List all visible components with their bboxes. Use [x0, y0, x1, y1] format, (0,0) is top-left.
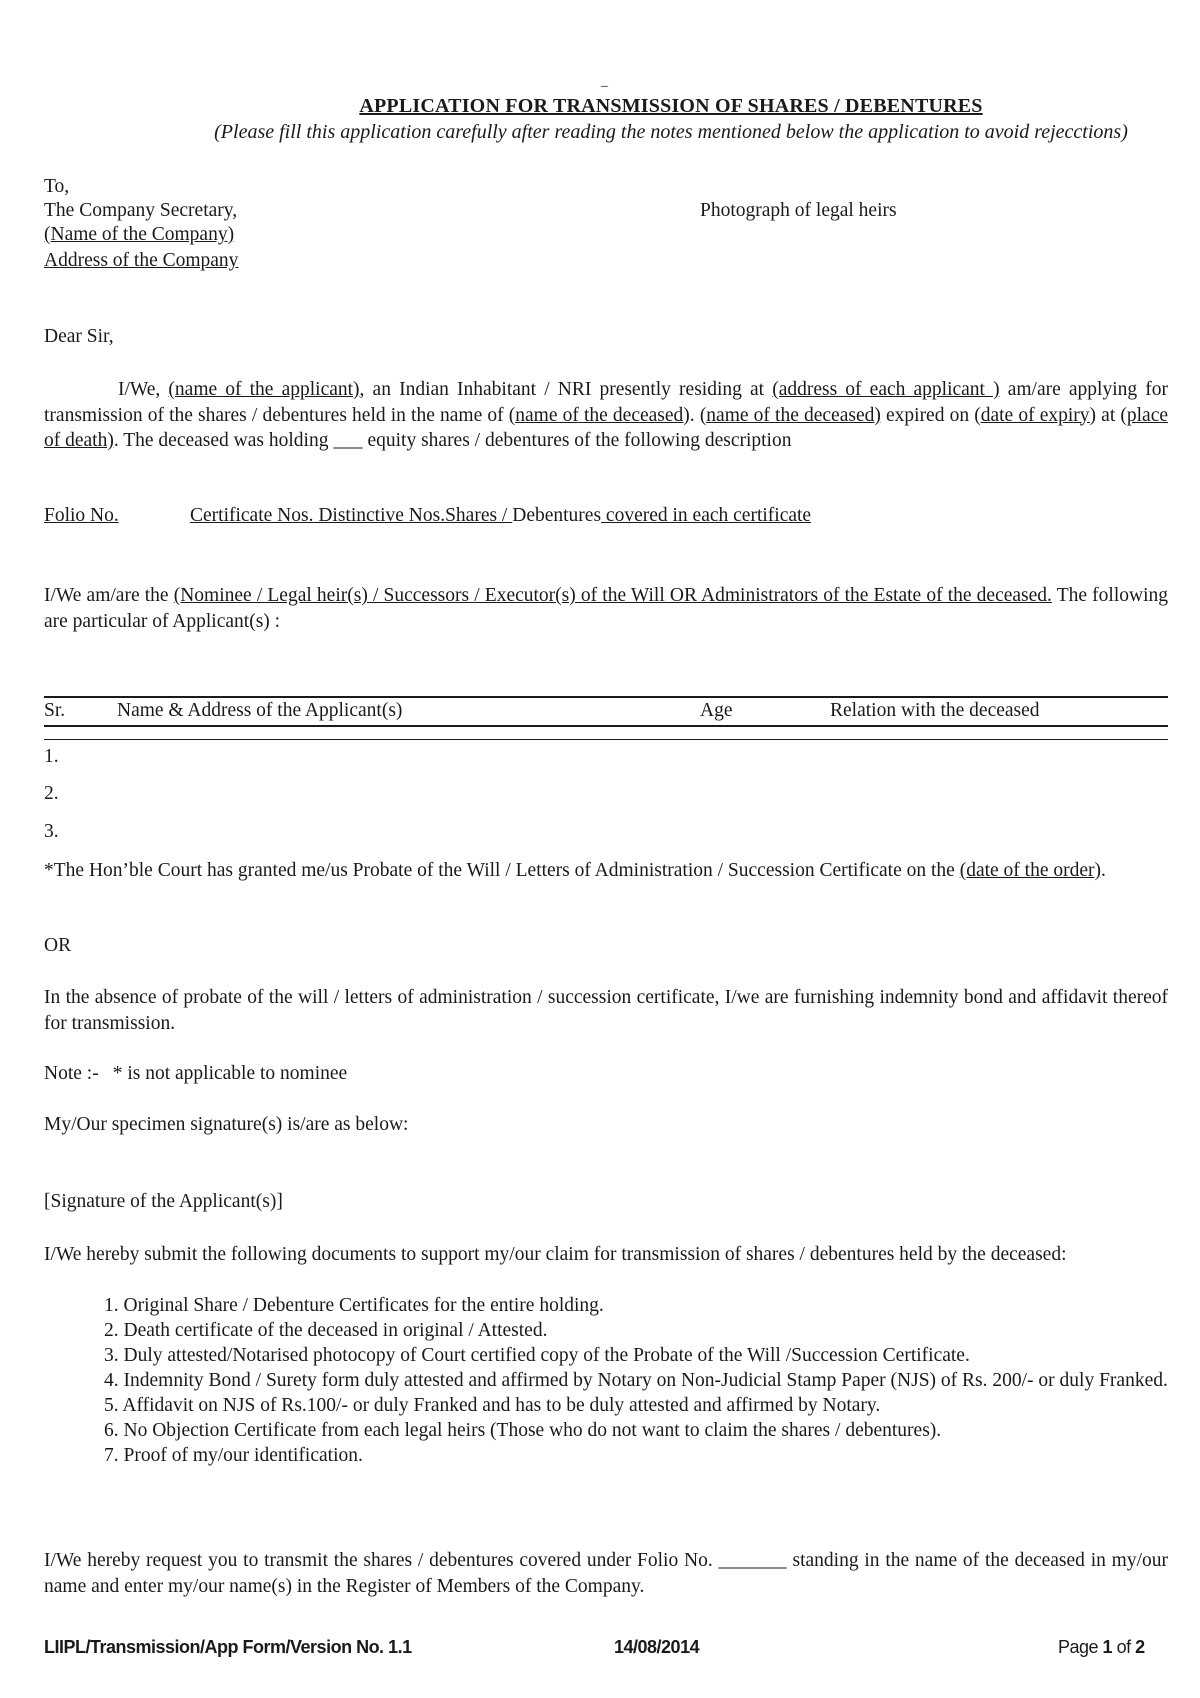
documents-intro: I/We hereby submit the following documents to support my/our claim for transmission of shares / debentures held by the deceased: — [44, 1244, 1067, 1265]
table-row: 3. — [44, 821, 59, 842]
photo-label: Photograph of legal heirs — [700, 200, 897, 221]
note-line — [44, 1063, 347, 1085]
note-text: * is not applicable to nominee — [112, 1063, 348, 1084]
list-item: 6. No Objection Certificate from each legal heirs (Those who do not want to claim the shares / debentures). — [104, 1420, 942, 1441]
footer-form-id: LIIPL/Transmission/App Form/Version No. 1.1 — [44, 1637, 412, 1657]
field-expiry-date: (date of expiry) — [974, 404, 1097, 426]
address-to: To, — [44, 176, 70, 197]
table-header-age: Age — [700, 700, 733, 721]
documents-list — [104, 1293, 1168, 1468]
list-item: 4. Indemnity Bond / Surety form duly attested and affirmed by Notary on Non-Judicial Stamp Paper (NJS) of Rs. 200/- or duly Franked. — [104, 1370, 1168, 1391]
note-label: Note :- — [44, 1063, 99, 1084]
covered-label: covered in each certificate — [601, 505, 812, 526]
intro-text-2: , an Indian Inhabitant / NRI presently residing at — [359, 379, 765, 400]
absence-paragraph: In the absence of probate of the will / letters of administration / succession certificate, I/we are furnishing indemnity bond and affidavit thereof for transmission. — [44, 987, 1168, 1034]
intro-text-3: am/are applying for transmission of the shares / debentures held in the name of — [44, 379, 1169, 426]
field-deceased-name-2: (name of the deceased) — [699, 404, 881, 426]
list-item: 3. Duly attested/Notarised photocopy of Court certified copy of the Probate of the Will /Succession Certificate. — [104, 1345, 970, 1366]
intro-paragraph — [44, 377, 1168, 454]
certificate-columns-label — [190, 505, 811, 527]
field-death-place: (place of death) — [44, 404, 1169, 451]
probate-paragraph — [44, 858, 1168, 884]
field-deceased-name-1: (name of the deceased) — [508, 404, 690, 426]
debentures-label: Debentures — [512, 505, 602, 526]
form-subtitle: (Please fill this application carefully after reading the notes mentioned below the application to avoid rejecctions) — [214, 121, 1128, 143]
footer-page-num: 1 — [1102, 1637, 1113, 1657]
relation-paragraph — [44, 583, 1168, 634]
intro-text-4: . — [689, 404, 695, 426]
field-applicant-address: (address of each applicant ) — [772, 379, 1000, 400]
table-row: 1. — [44, 746, 59, 767]
folio-label: Folio No. — [44, 505, 119, 526]
salutation: Dear Sir, — [44, 326, 114, 347]
list-item: 7. Proof of my/our identification. — [104, 1445, 363, 1466]
table-top-rule — [44, 696, 1168, 698]
address-company-address: Address of the Company — [44, 250, 239, 271]
header-tick: _ — [601, 74, 608, 89]
list-item: 5. Affidavit on NJS of Rs.100/- or duly Franked and has to be duly attested and affirmed by Notary. — [104, 1395, 881, 1416]
footer-page-total: 2 — [1135, 1637, 1145, 1657]
footer-page-number — [1058, 1637, 1145, 1658]
signature-label: [Signature of the Applicant(s)] — [44, 1191, 283, 1212]
table-header-rule — [44, 725, 1168, 727]
intro-text-1: I/We, — [118, 379, 161, 400]
probate-text: *The Hon’ble Court has granted me/us Probate of the Will / Letters of Administration / Succession Certificate on the — [44, 860, 955, 881]
field-order-date: (date of the order) — [959, 860, 1102, 881]
certificate-label: Certificate Nos. Distinctive Nos.Shares / — [190, 505, 513, 526]
field-relation-options: (Nominee / Legal heir(s) / Successors / Executor(s) of the Will OR Administrators of the Estate of the deceased. — [173, 585, 1052, 606]
intro-text-7: . The deceased was holding ___ equity shares / debentures of the following description — [113, 430, 792, 451]
form-title: APPLICATION FOR TRANSMISSION OF SHARES / DEBENTURES — [359, 95, 983, 117]
relation-text-1: I/We am/are the — [44, 585, 169, 606]
request-paragraph: I/We hereby request you to transmit the shares / debentures covered under Folio No. _______ standing in the name of the deceased in my/our name and enter my/our name(s) in the Register of Members of the Company. — [44, 1550, 1168, 1597]
list-item: 1. Original Share / Debenture Certificates for the entire holding. — [104, 1295, 604, 1316]
specimen-text: My/Our specimen signature(s) is/are as below: — [44, 1114, 409, 1135]
or-text: OR — [44, 935, 72, 956]
footer-date: 14/08/2014 — [614, 1637, 700, 1657]
table-header-relation: Relation with the deceased — [830, 700, 1040, 721]
table-row: 2. — [44, 783, 59, 804]
table-header-name: Name & Address of the Applicant(s) — [117, 700, 403, 721]
field-applicant-name: (name of the applicant) — [168, 379, 360, 400]
intro-text-6: at — [1096, 404, 1116, 426]
address-secretary: The Company Secretary, — [44, 200, 238, 221]
intro-text-5: expired on — [880, 404, 970, 426]
list-item: 2. Death certificate of the deceased in original / Attested. — [104, 1320, 548, 1341]
footer-of-label: of — [1112, 1637, 1136, 1657]
footer-page-label: Page — [1058, 1637, 1103, 1657]
probate-end: . — [1101, 860, 1106, 881]
relation-text-2: The following are particular of Applicant(s) : — [44, 585, 1168, 632]
table-header-sr: Sr. — [44, 700, 66, 721]
address-company-name: (Name of the Company) — [44, 224, 235, 245]
table-body-rule — [44, 739, 1168, 740]
